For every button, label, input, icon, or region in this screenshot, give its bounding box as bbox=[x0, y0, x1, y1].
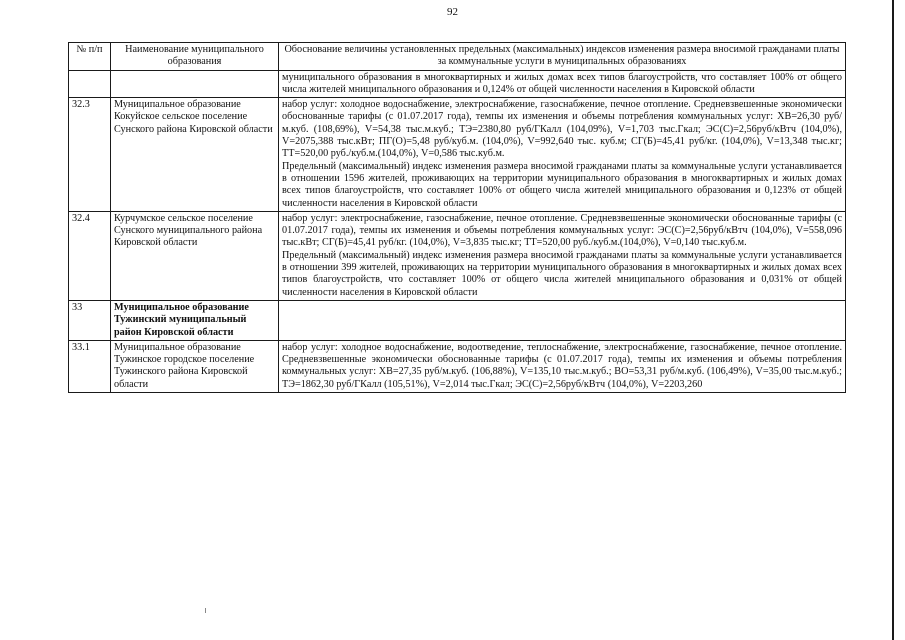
scan-edge-line bbox=[892, 0, 894, 640]
tariff-table bbox=[68, 42, 846, 393]
rationale-paragraph: Предельный (максимальный) индекс изменения размера вносимой гражданами платы за коммунальные услуги устанавливается в отношении 399 жителей, проживающих на территории муниципального образования в многоквартирных и жилых домах всех типов благоустройств, что составляет 100% от общего числа жителей мниципального образования и 0,031% от общей численности населения в Кировской области bbox=[282, 249, 842, 298]
rationale-paragraph: муниципального образования в многоквартирных и жилых домах всех типов благоустройств, что составляет 100% от общего числа жителей мниципального образования и 0,124% от общей численности населения в Кировской области bbox=[282, 71, 842, 95]
rationale-paragraph: набор услуг: электроснабжение, газоснабжение, печное отопление. Средневзвешенные экономически обоснованные тарифы (с 01.07.2017 года), темпы их изменения и объемы потребления коммунальных услуг: ЭС(С)=2,56руб/кВтч (104,0%), V=558,096 тыс.кВт; СГ(Б)=45,41 руб/кг. (104,0%), V=3,835 тыс.кг; ТТ=520,00 руб./куб.м.(104,0%), V=0,140 тыс.куб.м. bbox=[282, 212, 842, 249]
rationale-cell bbox=[279, 340, 846, 392]
rationale-cell bbox=[279, 70, 846, 98]
municipality-name: Курчумское сельское поселение Сунского муниципального района Кировской области bbox=[111, 211, 279, 300]
header-name: Наименование муниципального образования bbox=[111, 43, 279, 71]
row-number: 33.1 bbox=[69, 340, 111, 392]
header-desc: Обоснование величины установленных предельных (максимальных) индексов изменения размера вносимой гражданами платы за коммунальные услуги в муниципальных образованиях bbox=[279, 43, 846, 71]
table-row bbox=[69, 98, 846, 212]
scan-artifact bbox=[205, 608, 206, 613]
rationale-cell bbox=[279, 211, 846, 300]
table-row bbox=[69, 211, 846, 300]
header-num: № п/п bbox=[69, 43, 111, 71]
table-header-row bbox=[69, 43, 846, 71]
row-number: 32.4 bbox=[69, 211, 111, 300]
row-number: 33 bbox=[69, 300, 111, 340]
table-row bbox=[69, 70, 846, 98]
table-row bbox=[69, 340, 846, 392]
row-number: 32.3 bbox=[69, 98, 111, 212]
municipality-name: Муниципальное образование Кокуйское сельское поселение Сунского района Кировской области bbox=[111, 98, 279, 212]
rationale-paragraph: набор услуг: холодное водоснабжение, электроснабжение, газоснабжение, печное отопление. Средневзвешенные экономически обоснованные тарифы (с 01.07.2017 года), темпы их изменения и объемы потребления коммунальных услуг: ХВ=26,30 руб/м.куб. (108,69%), V=54,38 тыс.м.куб.; ТЭ=2380,80 руб/ГКалл (104,09%), V=1,703 тыс.Гкал; ЭС(С)=2,56руб/кВтч (104,0%), V=2075,388 тыс.кВт; ПГ(О)=5,48 руб/куб.м. (104,0%), V=992,640 тыс. куб.м; СГ(Б)=45,41 руб/кг. (104,0%), V=13,348 тыс.кг; ТТ=520,00 руб./куб.м.(104,0%), V=0,586 тыс.куб.м. bbox=[282, 99, 842, 160]
municipality-name: Муниципальное образование Тужинское городское поселение Тужинского района Кировской области bbox=[111, 340, 279, 392]
rationale-paragraph: Предельный (максимальный) индекс изменения размера вносимой гражданами платы за коммунальные услуги устанавливается в отношении 1596 жителей, проживающих на территории муниципального образования в многоквартирных и жилых домах всех типов благоустройств, что составляет 100% от общего числа жителей мниципального образования и 0,123% от общей численности населения в Кировской области bbox=[282, 160, 842, 209]
table-row-section bbox=[69, 300, 846, 340]
rationale-cell bbox=[279, 300, 846, 340]
page-number: 92 bbox=[447, 6, 458, 18]
rationale-cell bbox=[279, 98, 846, 212]
rationale-paragraph: набор услуг: холодное водоснабжение, водоотведение, теплоснабжение, электроснабжение, газоснабжение, печное отопление. Средневзвешенные экономически обоснованные тарифы (с 01.07.2017 года), темпы их изменения и объемы потребления коммунальных услуг: ХВ=27,35 руб/м.куб. (106,88%), V=135,10 тыс.м.куб.; ВО=53,31 руб/м.куб. (106,49%), V=35,00 тыс.м.куб.; ТЭ=1862,30 руб/ГКалл (105,51%), V=2,014 тыс.Гкал; ЭС(С)=2,56руб/кВтч (104,0%), V=2203,260 bbox=[282, 341, 842, 390]
municipality-name: Муниципальное образование Тужинский муниципальный район Кировской области bbox=[111, 300, 279, 340]
municipality-name bbox=[111, 70, 279, 98]
row-number bbox=[69, 70, 111, 98]
